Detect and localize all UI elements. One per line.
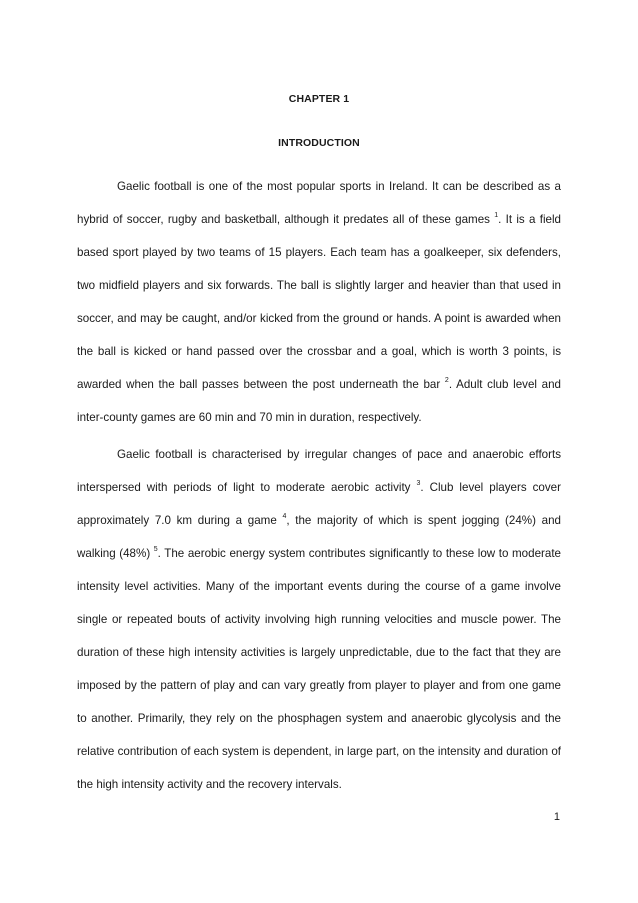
citation-marker: 1 bbox=[494, 212, 499, 219]
body-text bbox=[77, 170, 561, 801]
citation-marker: 3 bbox=[416, 480, 421, 487]
paragraph-text: . The aerobic energy system contributes significantly to these low to moderate intensity level activities. Many of the important events during the course of a game involve single or repeated bouts of activity involving high running velocities and muscle power. The duration of these high intensity activities is largely unpredictable, due to the fact that they are imposed by the pattern of play and can vary greatly from player to player and from one game to another. Primarily, they rely on the phosphagen system and anaerobic glycolysis and the relative contribution of each system is dependent, in large part, on the intensity and duration of the high intensity activity and the recovery intervals. bbox=[77, 547, 562, 791]
paragraph-text: Gaelic football is one of the most popular sports in Ireland. It can be described as a hybrid of soccer, rugby and basketball, although it predates all of these games bbox=[77, 180, 561, 226]
paragraph-text: , the majority of which is spent jogging (24%) and walking (48%) bbox=[77, 514, 561, 560]
paragraph-text: . Club level players cover approximately 7.0 km during a game bbox=[77, 481, 561, 527]
page-number: 1 bbox=[553, 811, 560, 823]
paragraph bbox=[77, 438, 561, 801]
chapter-heading: CHAPTER 1 bbox=[288, 93, 350, 105]
citation-marker: 5 bbox=[153, 546, 158, 553]
paragraph-text: . It is a field based sport played by two teams of 15 players. Each team has a goalkeeper, six defenders, two midfield players and six forwards. The ball is slightly larger and heavier than that used in soccer, and may be caught, and/or kicked from the ground or hands. A point is awarded when the ball is kicked or hand passed over the crossbar and a goal, which is worth 3 points, is awarded when the ball passes between the post underneath the bar bbox=[77, 213, 561, 391]
citation-marker: 2 bbox=[444, 377, 449, 384]
section-title: INTRODUCTION bbox=[278, 137, 360, 149]
citation-marker: 4 bbox=[282, 513, 287, 520]
paragraph-text: Gaelic football is characterised by irregular changes of pace and anaerobic efforts interspersed with periods of light to moderate aerobic activity bbox=[77, 448, 561, 494]
paragraph-text: . Adult club level and inter-county games are 60 min and 70 min in duration, respectively. bbox=[77, 378, 561, 424]
paragraph bbox=[77, 170, 561, 434]
